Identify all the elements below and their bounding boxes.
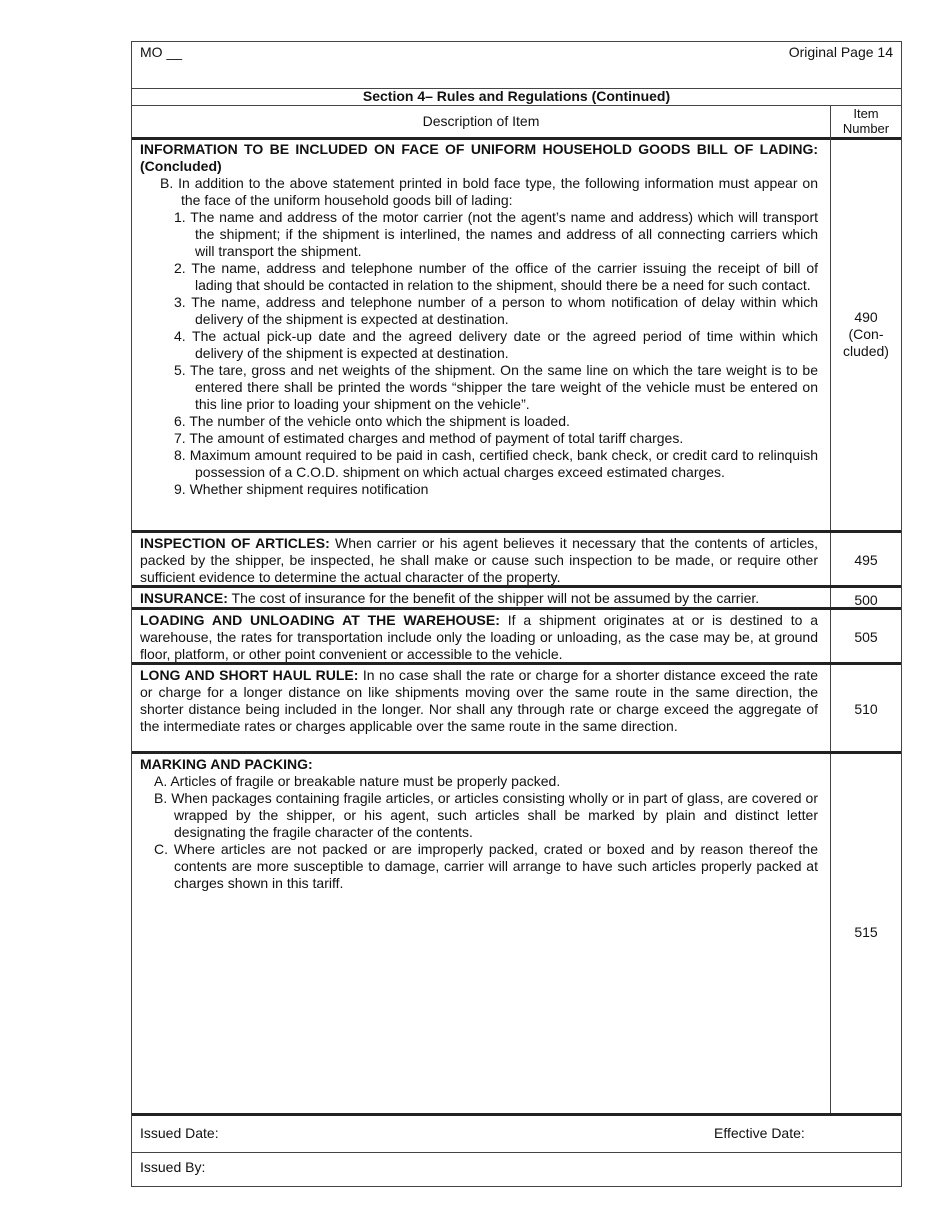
issued-date-label: Issued Date:	[140, 1125, 219, 1141]
item-500-number: 500	[830, 588, 901, 607]
item-505-row	[132, 610, 901, 665]
item-490-title: INFORMATION TO BE INCLUDED ON FACE OF UNIFORM HOUSEHOLD GOODS BILL OF LADING: (Concluded)	[140, 141, 818, 174]
effective-date-label: Effective Date:	[714, 1125, 805, 1141]
list-item: B. When packages containing fragile articles, or articles consisting wholly or in part of glass, are covered or wrapped by the shipper, or his agent, such articles shall be marked by plain and distinct letter designating the fragile character of the contents.	[154, 790, 818, 840]
item-510-title: LONG AND SHORT HAUL RULE:	[140, 667, 359, 683]
item-515-description	[140, 756, 818, 892]
item-495-description	[140, 535, 818, 586]
issued-by-label: Issued By:	[140, 1159, 206, 1175]
section-title: Section 4– Rules and Regulations (Continued)	[132, 88, 901, 106]
list-item: C. Where articles are not packed or are improperly packed, crated or boxed and by reason thereof the contents are more susceptible to damage, carrier will arrange to have such articles properly packed at charges shown in this tariff.	[154, 841, 818, 891]
item-500-description	[140, 590, 818, 607]
item-490-points	[140, 209, 818, 498]
list-item: 7. The amount of estimated charges and method of payment of total tariff charges.	[174, 430, 684, 446]
item-510-description	[140, 667, 818, 735]
column-header	[132, 105, 901, 140]
item-490-row	[132, 137, 901, 533]
item-515-title: MARKING AND PACKING:	[140, 756, 313, 772]
item-510-text: In no case shall the rate or charge for a shorter distance exceed the rate or charge for a longer distance on like shipments moving over the same route in the same direction, the shorter distance being included in the longer. Nor shall any through rate or charge exceed the aggregate of the intermediate rates or charges applicable over the same route in the same direction.	[140, 667, 818, 734]
item-495-title: INSPECTION OF ARTICLES:	[140, 535, 330, 551]
item-500-text: The cost of insurance for the benefit of the shipper will not be assumed by the carrier.	[227, 590, 760, 606]
item-495-row	[132, 533, 901, 588]
item-490-intro: B. In addition to the above statement printed in bold face type, the following information must appear on the face of the uniform household goods bill of lading:	[160, 175, 818, 208]
list-item: 8. Maximum amount required to be paid in cash, certified check, bank check, or credit card to relinquish possession of a C.O.D. shipment on which actual charges exceed estimated charges.	[174, 447, 818, 480]
item-510-number: 510	[830, 665, 901, 751]
list-item: A. Articles of fragile or breakable nature must be properly packed.	[154, 773, 561, 789]
tariff-page	[131, 41, 902, 1187]
item-515-number: 515	[830, 754, 901, 1113]
item-500-title: INSURANCE:	[140, 590, 228, 606]
list-item: 2. The name, address and telephone number of the office of the carrier issuing the receipt of bill of lading that should be contacted in relation to the shipment, should there be a need for such contact.	[174, 260, 818, 293]
item-number-column-header: Item Number	[830, 105, 901, 138]
item-505-text: If a shipment originates at or is destined to a warehouse, the rates for transportation include only the loading or unloading, as the case may be, at ground floor, platform, or other point convenient or accessible to the vehicle.	[140, 612, 818, 662]
mo-label: MO __	[140, 44, 183, 60]
list-item: 1. The name and address of the motor carrier (not the agent’s name and address) which will transport the shipment; if the shipment is interlined, the names and address of all connecting carriers which will transport the shipment.	[174, 209, 818, 259]
page-header	[132, 42, 901, 89]
item-515-row	[132, 754, 901, 1113]
page-number: Original Page 14	[788, 44, 893, 60]
list-item: 3. The name, address and telephone number of a person to whom notification of delay within which delivery of the shipment is expected at destination.	[174, 294, 818, 327]
item-505-number: 505	[830, 610, 901, 662]
item-505-description	[140, 612, 818, 663]
item-505-title: LOADING AND UNLOADING AT THE WAREHOUSE:	[140, 612, 500, 628]
list-item: 6. The number of the vehicle onto which the shipment is loaded.	[174, 413, 570, 429]
list-item: 5. The tare, gross and net weights of the shipment. On the same line on which the tare weight is to be entered there shall be printed the words “shipper the tare weight of the vehicle must be entered on this line prior to loading your shipment on the vehicle”.	[174, 362, 818, 412]
item-490-description	[140, 141, 818, 498]
description-column-header: Description of Item	[422, 113, 540, 129]
issued-date-row	[132, 1113, 901, 1153]
item-510-row	[132, 665, 901, 754]
item-490-number: 490 (Con- cluded)	[830, 137, 901, 530]
issued-by-row	[132, 1150, 901, 1187]
item-495-text: When carrier or his agent believes it necessary that the contents of articles, packed by the shipper, be inspected, he shall make or cause such inspection to be made, or require other sufficient evidence to determine the actual character of the property.	[140, 535, 818, 585]
list-item: 4. The actual pick-up date and the agreed delivery date or the agreed period of time within which delivery of the shipment is expected at destination.	[174, 328, 818, 361]
list-item: 9. Whether shipment requires notification	[174, 481, 429, 497]
item-500-row	[132, 588, 901, 610]
item-495-number: 495	[830, 533, 901, 585]
